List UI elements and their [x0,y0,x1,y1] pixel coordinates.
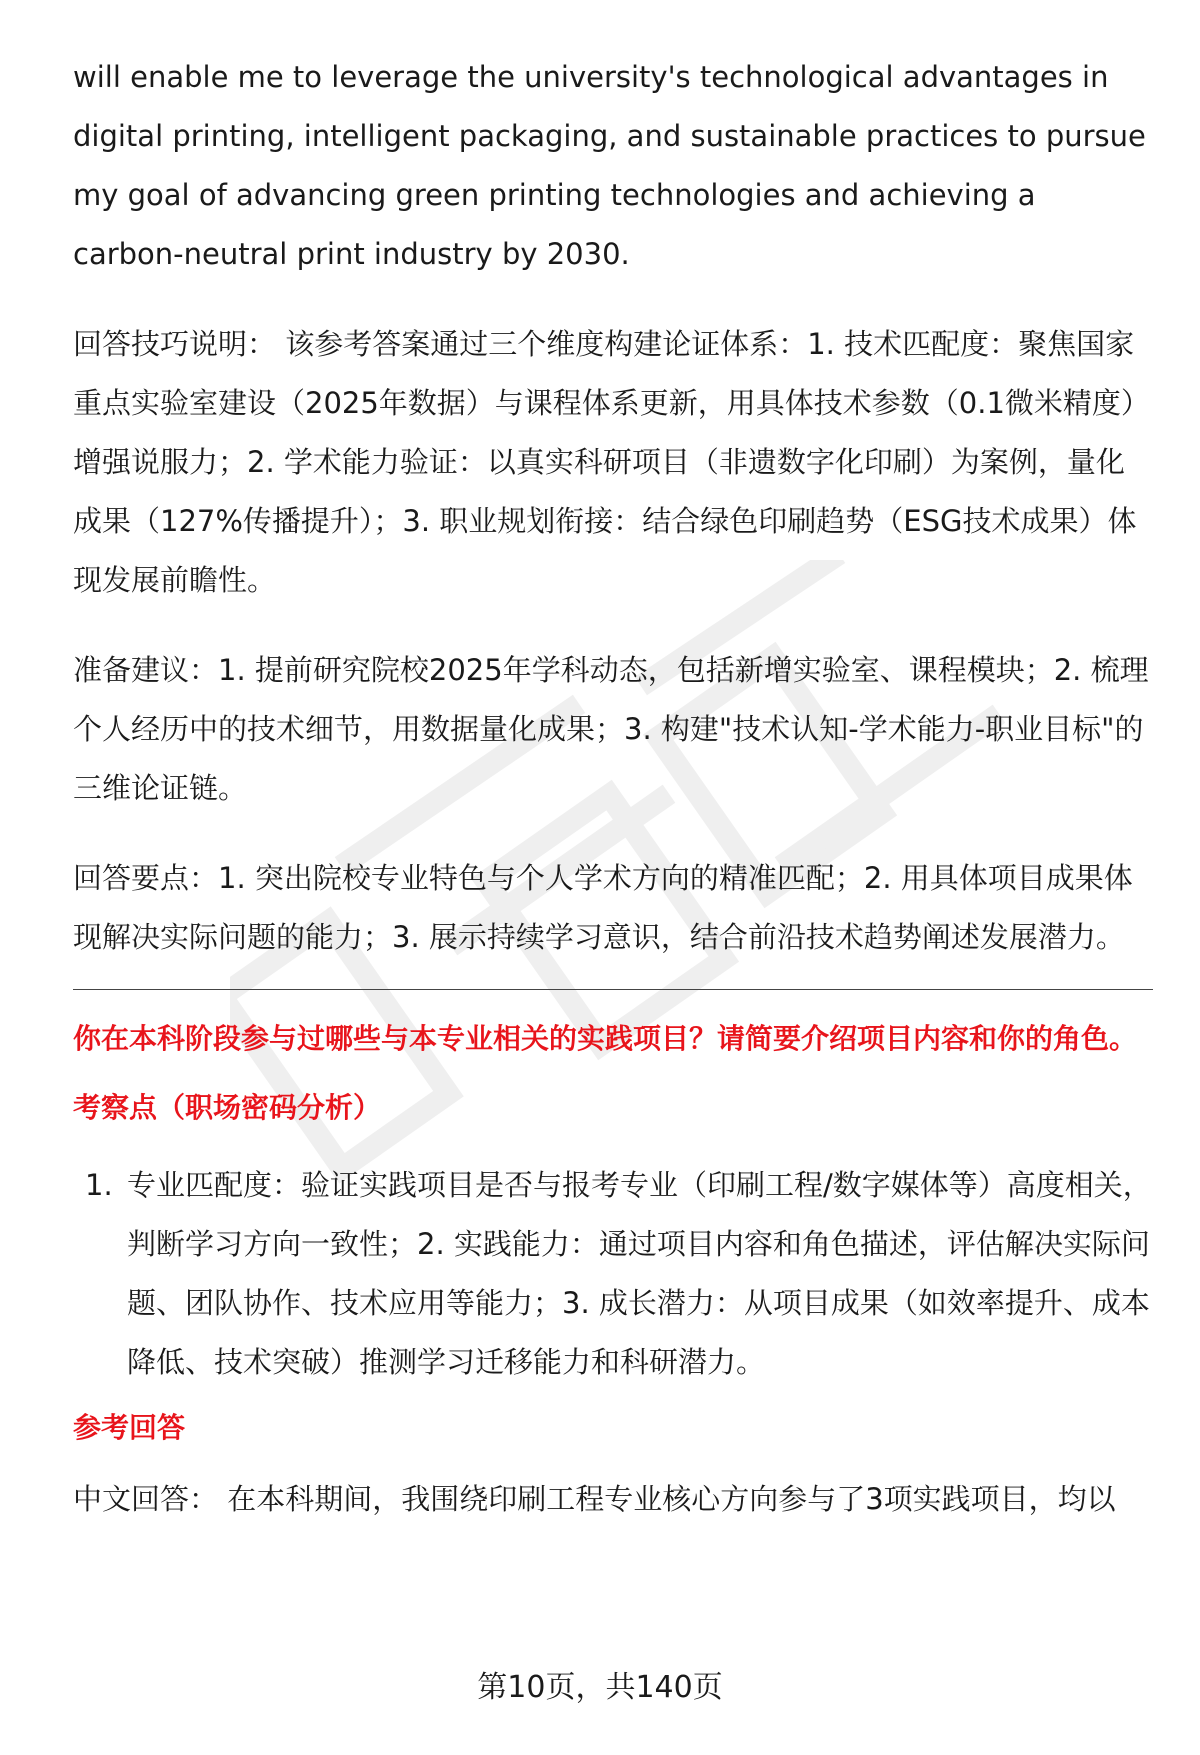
answer-tips-paragraph: 回答技巧说明： 该参考答案通过三个维度构建论证体系：1. 技术匹配度：聚焦国家重点实验室建设（2025年数据）与课程体系更新，用具体技术参数（0.1微米精度）增强说服力；2. 学术能力验证：以真实科研项目（非遗数字化印刷）为案例，量化成果（127%传播提升）；3. 职业规划衔接：结合绿色印刷趋势（ESG技术成果）体现发展前瞻性。 [73,327,1150,597]
list-item [73,1156,1153,1392]
section-divider [73,989,1153,990]
answer-key-points-paragraph: 回答要点：1. 突出院校专业特色与个人学术方向的精准匹配；2. 用具体项目成果体现解决实际问题的能力；3. 展示持续学习意识，结合前沿技术趋势阐述发展潜力。 [73,861,1133,954]
interview-question: 你在本科阶段参与过哪些与本专业相关的实践项目？请简要介绍项目内容和你的角色。 [73,1022,1138,1055]
document-body [73,48,1153,1529]
preparation-advice-paragraph: 准备建议：1. 提前研究院校2025年学科动态，包括新增实验室、课程模块；2. 梳理个人经历中的技术细节，用数据量化成果；3. 构建"技术认知-学术能力-职业目标"的三维论证链。 [73,653,1149,805]
list-item-number: 1. [85,1168,113,1202]
exam-point-list [73,1156,1153,1392]
english-answer-continuation: will enable me to leverage the university's technological advantages in digital printing, intelligent packaging, and sustainable practices to pursue my goal of advancing green printing technologies and achieving a carbon-neutral print industry by 2030. [73,60,1146,271]
exam-point-heading: 考察点（职场密码分析） [73,1091,382,1124]
page-number-footer: 第10页，共140页 [477,1670,723,1705]
reference-answer-start: 中文回答： 在本科期间，我围绕印刷工程专业核心方向参与了3项实践项目，均以 [73,1482,1116,1516]
list-item-text: 专业匹配度：验证实践项目是否与报考专业（印刷工程/数字媒体等）高度相关，判断学习方向一致性；2. 实践能力：通过项目内容和角色描述，评估解决实际问题、团队协作、技术应用等能力；3. 成长潜力：从项目成果（如效率提升、成本降低、技术突破）推测学习迁移能力和科研潜力。 [127,1168,1152,1379]
reference-answer-heading: 参考回答 [73,1411,186,1444]
